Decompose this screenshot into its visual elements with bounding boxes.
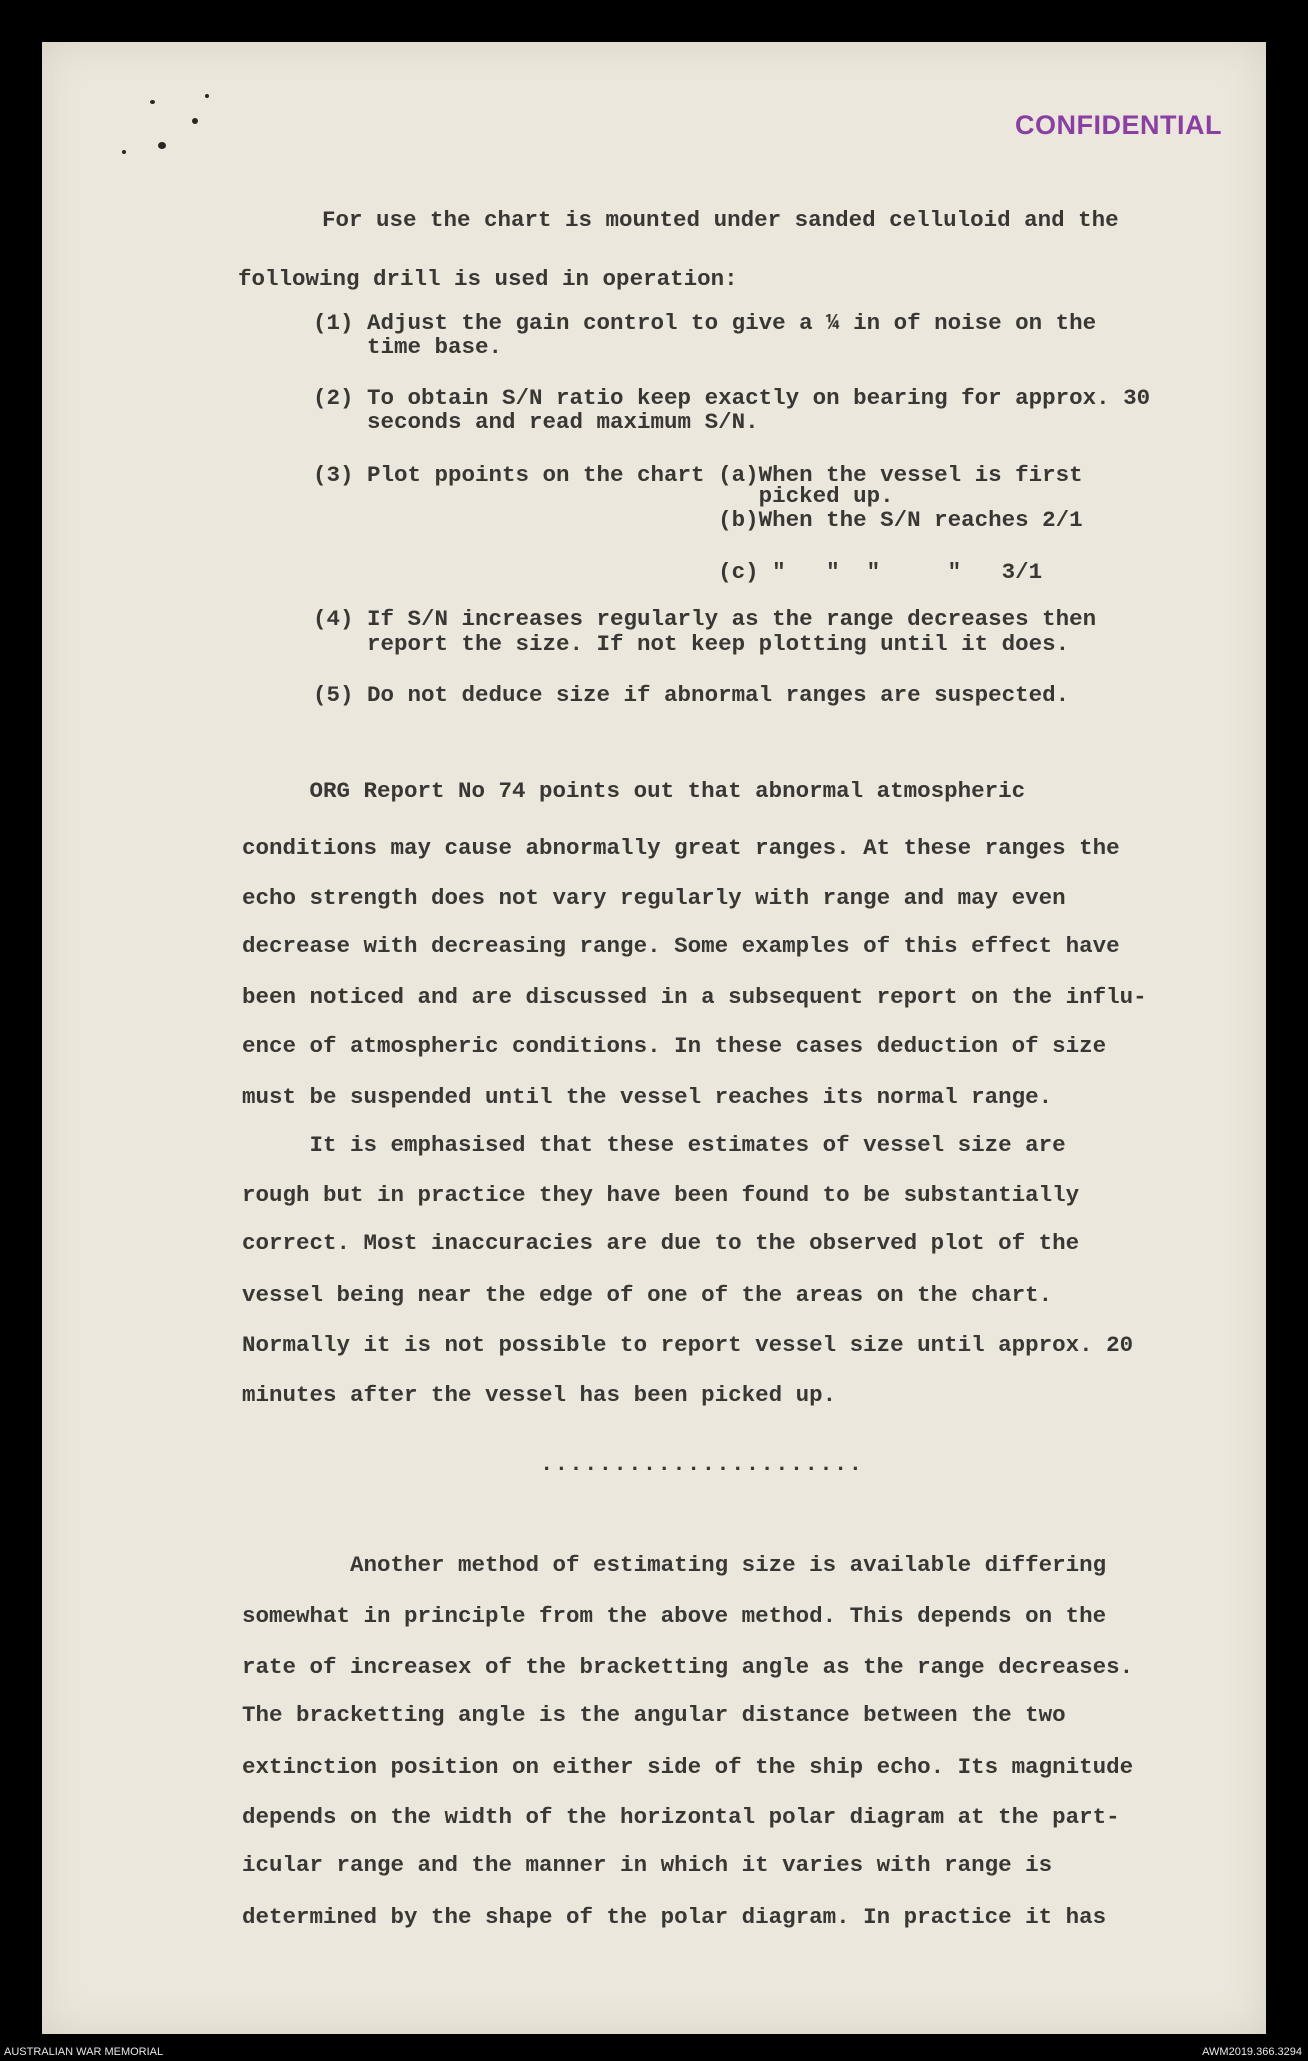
- paragraph-line: determined by the shape of the polar diagram. In practice it has: [242, 1904, 1107, 1930]
- paragraph-line: Normally it is not possible to report vessel size until approx. 20: [242, 1332, 1134, 1358]
- paragraph-line: minutes after the vessel has been picked up.: [242, 1382, 837, 1408]
- confidential-stamp: CONFIDENTIAL: [1015, 110, 1222, 140]
- ink-speck: [192, 118, 198, 124]
- paragraph-line: correct. Most inaccuracies are due to the observed plot of the: [242, 1230, 1080, 1256]
- paragraph-line: conditions may cause abnormally great ranges. At these ranges the: [242, 835, 1120, 861]
- paragraph-line: ORG Report No 74 points out that abnormal atmospheric: [242, 778, 1026, 804]
- drill-line: report the size. If not keep plotting until it does.: [313, 631, 1070, 657]
- footer-catalogue-number: AWM2019.366.3294: [1202, 2046, 1302, 2058]
- paragraph-line: Another method of estimating size is available differing: [242, 1552, 1107, 1578]
- ink-speck: [205, 94, 209, 98]
- paragraph-line: decrease with decreasing range. Some examples of this effect have: [242, 933, 1120, 959]
- ink-speck: [150, 100, 155, 104]
- paragraph-line: icular range and the manner in which it varies with range is: [242, 1852, 1053, 1878]
- paragraph-line: been noticed and are discussed in a subsequent report on the influ-: [242, 984, 1147, 1010]
- drill-line: (2) To obtain S/N ratio keep exactly on bearing for approx. 30: [313, 385, 1151, 411]
- ink-speck: [122, 150, 126, 154]
- drill-line: (c) " " " " 3/1: [313, 559, 1043, 585]
- paragraph-line: ence of atmospheric conditions. In these cases deduction of size: [242, 1033, 1107, 1059]
- drill-line: (4) If S/N increases regularly as the range decreases then: [313, 606, 1097, 632]
- drill-line: (b)When the S/N reaches 2/1: [313, 507, 1083, 533]
- ink-speck: [158, 142, 166, 149]
- paragraph-line: somewhat in principle from the above method. This depends on the: [242, 1603, 1107, 1629]
- drill-line: seconds and read maximum S/N.: [313, 409, 759, 435]
- drill-line: time base.: [313, 334, 503, 360]
- paragraph-line: rough but in practice they have been found to be substantially: [242, 1182, 1080, 1208]
- intro-line: following drill is used in operation:: [238, 266, 738, 292]
- paragraph-line: The bracketting angle is the angular distance between the two: [242, 1702, 1066, 1728]
- intro-line: For use the chart is mounted under sanded celluloid and the: [322, 207, 1119, 233]
- paragraph-line: must be suspended until the vessel reaches its normal range.: [242, 1084, 1053, 1110]
- drill-line: (1) Adjust the gain control to give a ¼ in of noise on the: [313, 310, 1097, 336]
- paragraph-line: vessel being near the edge of one of the areas on the chart.: [242, 1282, 1053, 1308]
- drill-line: picked up.: [313, 483, 894, 509]
- paragraph-line: It is emphasised that these estimates of vessel size are: [242, 1132, 1066, 1158]
- paragraph-line: depends on the width of the horizontal polar diagram at the part-: [242, 1804, 1120, 1830]
- paragraph-line: extinction position on either side of the ship echo. Its magnitude: [242, 1754, 1134, 1780]
- footer-archive-name: AUSTRALIAN WAR MEMORIAL: [4, 2046, 164, 2058]
- drill-line: (5) Do not deduce size if abnormal ranges are suspected.: [313, 682, 1070, 708]
- paragraph-line: echo strength does not vary regularly with range and may even: [242, 885, 1066, 911]
- paragraph-line: rate of increasex of the bracketting angle as the range decreases.: [242, 1654, 1134, 1680]
- section-separator: ......................: [540, 1452, 864, 1477]
- drill-line: (3) Plot ppoints on the chart (a)When the vessel is first: [313, 462, 1083, 488]
